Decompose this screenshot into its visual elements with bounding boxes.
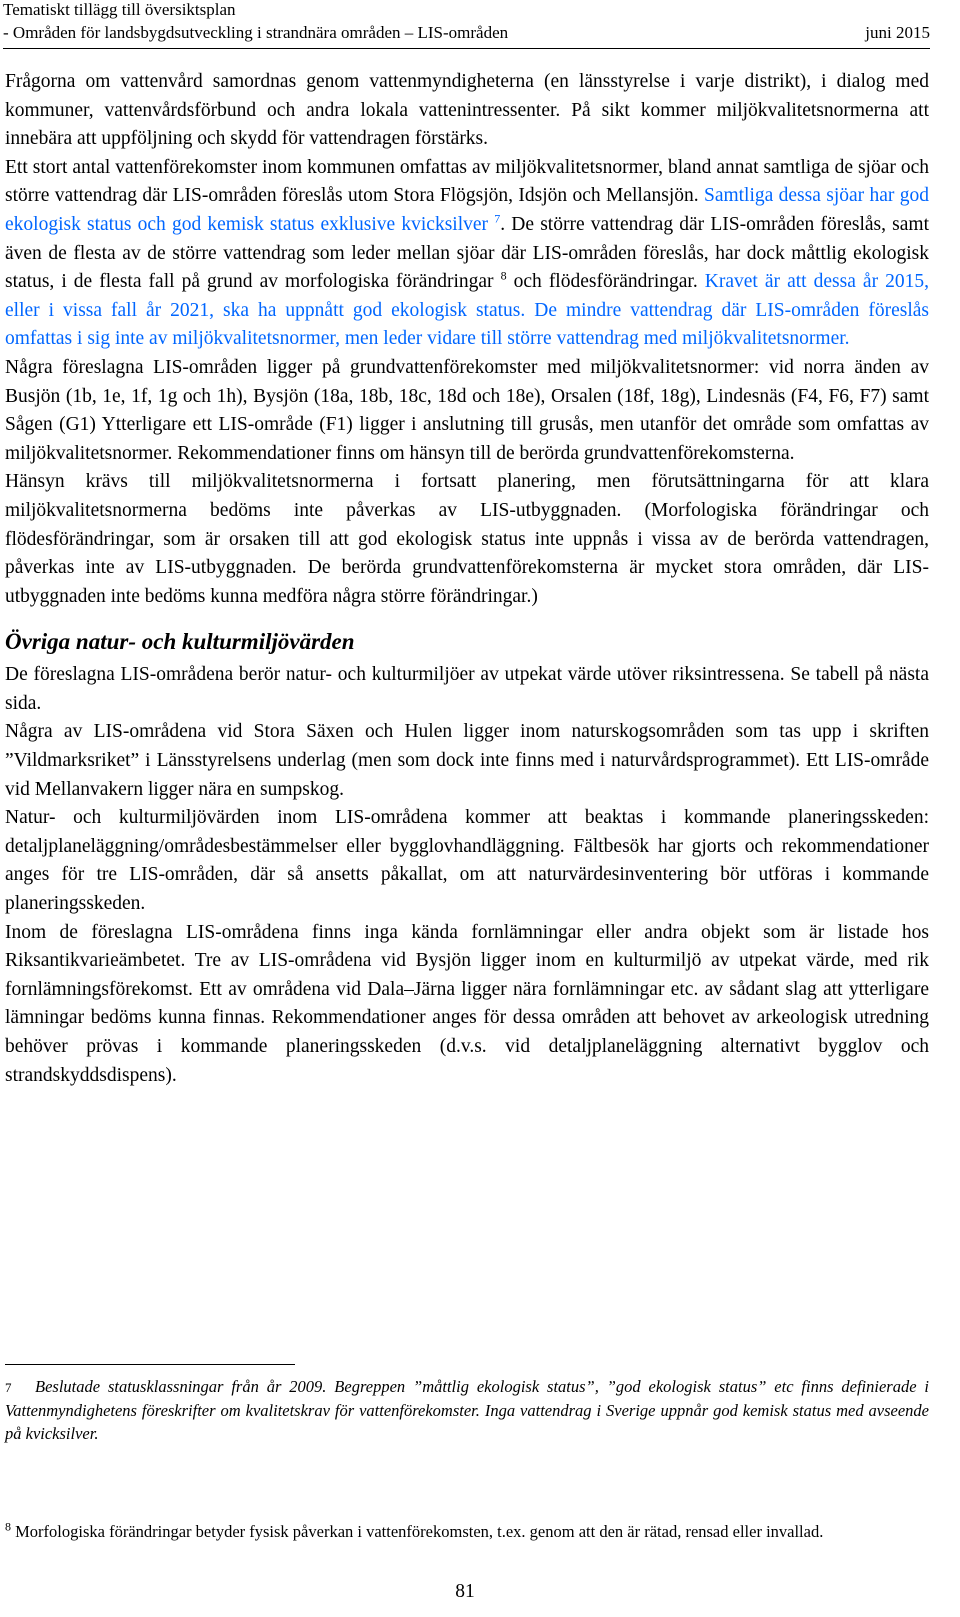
- footnote-ref-7[interactable]: 7: [494, 211, 501, 226]
- highlighted-text: De mindre vattendrag där LIS-områden föreslås omfattas i sig inte av miljökvalitetsnormer, men leder vidare till större vattendrag med miljökvalitetsnormer.: [5, 299, 929, 350]
- paragraph-segment: och flödesförändringar.: [506, 271, 698, 293]
- footnote-8: [5, 1521, 929, 1543]
- paragraph-vattenvard: Frågorna om vattenvård samordnas genom vattenmyndigheterna (en länsstyrelse i varje distrikt), i dialog med kommuner, vattenvårdsförbund och andra lokala vattenintressenter. På sikt kommer miljökvalitetsnormerna att innebära att uppföljning och skydd för vattendragen förstärks.: [5, 71, 929, 150]
- paragraph-grundvatten: Några föreslagna LIS-områden ligger på grundvattenförekomster med miljökvalitetsnormer: vid norra änden av Busjön (1b, 1e, 1f, 1g och 1h), Bysjön (18a, 18b, 18c, 18d och 18e), Orsalen (18f, 18g), Lindesnäs (F4, F6, F7) samt Sågen (G1) Ytterligare ett LIS-område (F1) ligger i anslutning till grusås, men utanför det område som omfattas av miljökvalitetsnormer. Rekommendationer finns om hänsyn till de berörda grundvattenförekomsterna.: [5, 356, 929, 464]
- paragraph-fornlamningar: Inom de föreslagna LIS-områdena finns inga kända fornlämningar eller andra objekt som är listade hos Riksantikvarieämbetet. Tre av LIS-områdena vid Bysjön ligger inom en kulturmiljö av utpekat värde, med rik fornlämningsförekomst. Ett av områdena vid Dala–Järna ligger nära fornlämningar etc. av sådant slag att ytterligare lämningar bedöms kunna finnas. Rekommendationer anges för dessa områden att behovet av arkeologisk utredning behöver prövas i kommande planeringsskeden (d.v.s. vid detaljplaneläggning alternativt bygglov och strandskyddsdispens).: [5, 921, 929, 1086]
- footnote-ref-8[interactable]: 8: [500, 268, 507, 283]
- paragraph-planeringsskeden: Natur- och kulturmiljövärden inom LIS-områdena kommer att beaktas i kommande planeringsskeden: detaljplaneläggning/områdesbestämmelser eller bygglovhandläggning. Fältbesök har gjorts och rekommendationer anges för tre LIS-områden, där så ansetts påkallat, om att naturvärdesinventering bör utföras i kommande planeringsskeden.: [5, 807, 929, 915]
- paragraph-segment: . De större vattendrag där LIS-områden föreslås, samt även de flesta av de större vattendrag som leder mellan sjöar där LIS-områden föreslås, har dock måttlig ekologisk status, i de flesta fall på grund av morfologiska förändringar: [5, 213, 930, 293]
- footnote-number: 7: [5, 1380, 12, 1395]
- paragraph-segment: Ett stort antal vattenförekomster inom kommunen omfattas av miljökvalitetsnormer, bland annat samtliga de sjöar och större vattendrag där LIS-områden föreslås utom Stora Flögsjön, Idsjön och Mellansjön.: [5, 156, 929, 207]
- header-divider: [3, 48, 930, 49]
- highlighted-text: Kravet är att dessa år 2015, eller i vissa fall år 2021, ska ha uppnått god ekologisk status.: [5, 271, 929, 321]
- footnote-number: 8: [5, 1519, 11, 1534]
- paragraph-hansyn: Hänsyn krävs till miljökvalitetsnormerna i fortsatt planering, men förutsättningarna för att klara miljökvalitetsnormerna bedöms inte påverkas av LIS-utbyggnaden. (Morfologiska förändringar och flödesförändringar, som är orsaken till att god ekologisk status inte uppnås i vissa av de berörda vattendragen, påverkas inte av LIS-utbyggnaden. De berörda grundvattenförekomsterna är mycket stora områden, där LIS-utbyggnaden inte bedöms kunna medföra några större förändringar.): [5, 471, 929, 607]
- footnote-divider: [5, 1364, 295, 1365]
- paragraph-naturskog: Några av LIS-områdena vid Stora Säxen och Hulen ligger inom naturskogsområden som tas upp i skriften ”Vildmarksriket” i Länsstyrelsens underlag (men som dock inte finns med i naturvårdsprogrammet). Ett LIS-område vid Mellanvakern ligger nära en sumpskog.: [5, 721, 929, 800]
- paragraph-segment: Samtliga dessa sjöar har god ekologisk status och god kemisk status exklusive kvicksilver: [5, 185, 929, 235]
- footnote-text: Morfologiska förändringar betyder fysisk påverkan i vattenförekomsten, t.ex. genom att den är rätad, rensad eller invallad.: [11, 1522, 824, 1541]
- header-title-line2: - Områden för landsbygdsutveckling i strandnära områden – LIS-områden: [3, 23, 509, 42]
- footnote-7: [5, 1375, 929, 1445]
- header-date: juni 2015: [865, 23, 930, 42]
- paragraph-natur-kulturmiljoer: De föreslagna LIS-områdena berör natur- och kulturmiljöer av utpekat värde utöver riksintressena. Se tabell på nästa sida.: [5, 664, 929, 714]
- document-body: [5, 68, 929, 1090]
- section-heading: Övriga natur- och kulturmiljövärden: [5, 629, 355, 655]
- paragraph-vattenforekomster: [5, 154, 929, 354]
- footnote-text: Beslutade statusklassningar från år 2009. Begreppen ”måttlig ekologisk status”, ”god ekologisk status” etc finns definierade i Vattenmyndighetens föreskrifter om kvalitetskrav för vattenförekomster. Inga vattendrag i Sverige uppnår god kemisk status med avseende på kvicksilver.: [5, 1377, 929, 1443]
- header-title-line1: Tematiskt tillägg till översiktsplan: [3, 0, 236, 19]
- page-number: 81: [455, 1581, 475, 1602]
